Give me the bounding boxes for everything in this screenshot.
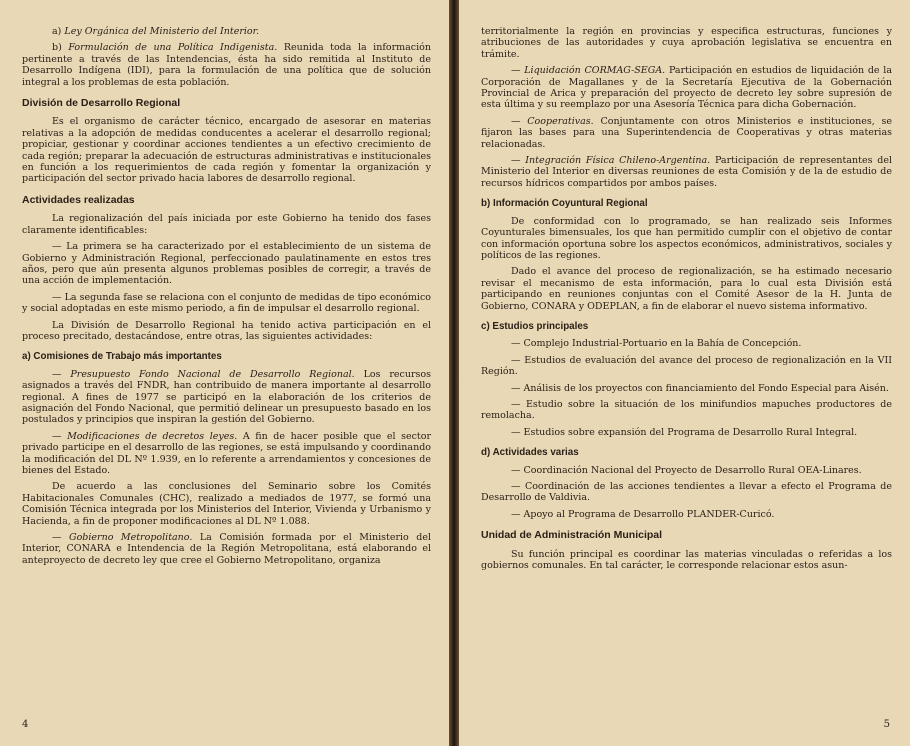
actividades-paragraph-2: — La primera se ha caracterizado por el establecimiento de un sistema de Gobierno y Administración Regional, perfeccionado paulatinamente en estos tres años, pero que aún presenta algunos problemas posibles de corregir, a través de una acción de implementación. xyxy=(22,241,431,287)
heading-estudios: c) Estudios principales xyxy=(481,320,589,332)
gobierno-title: — Gobierno Metropolitano. xyxy=(52,532,193,544)
heading-unidad: Unidad de Administración Municipal xyxy=(481,529,663,542)
cooperativas-title: — Cooperativas. xyxy=(511,115,594,127)
liquidacion-title: — Liquidación CORMAG-SEGA. xyxy=(511,65,666,77)
informacion-paragraph-2: Dado el avance del proceso de regionalización, se ha estimado necesario revisar el mecanismo de esta información, para lo cual esta División está participando en reuniones conjuntas con el Comité Asesor de la H. Junta de Gobierno, CONARA y ODEPLAN, a fin de elaborar el nuevo sistema informativo. xyxy=(481,266,892,312)
fndr-paragraph xyxy=(22,369,431,426)
liquidacion-text: Participación en estudios de liquidación de la Corporación de Magallanes y de la Secretaría Ejecutiva de la Gobernación Provincial de Arica y preparación del proyecto de decreto ley sobre supresión de esta última y su reemplazo por una Asesoría Técnica para dicha Gobernación. xyxy=(481,65,892,111)
right-page xyxy=(459,0,910,746)
modificaciones-text: A fin de hacer posible que el sector privado participe en el desarrollo de las regiones, se está impulsando y coordinando la modificación del DL Nº 1.939, en lo referente a arrendamientos y concesiones de bienes del Estado. xyxy=(22,430,431,476)
integracion-paragraph xyxy=(481,155,892,189)
integracion-title: — Integración Física Chileno-Argentina. xyxy=(511,155,711,167)
actividades-paragraph-4: La División de Desarrollo Regional ha tenido activa participación en el proceso precitado, destacándose, entre otras, las siguientes actividades: xyxy=(22,319,431,342)
item-b-letter: b) xyxy=(52,42,62,54)
item-a-letter: a) xyxy=(52,26,62,37)
varias-item-1: — Coordinación Nacional del Proyecto de Desarrollo Rural OEA-Linares. xyxy=(511,464,862,476)
heading-division: División de Desarrollo Regional xyxy=(22,97,181,110)
continuation-paragraph: territorialmente la región en provincias y especifica estructuras, funciones y atribuciones de las autoridades y cuya aprobación legislativa se encuentra en trámite. xyxy=(481,26,892,60)
fndr-title: — Presupuesto Fondo Nacional de Desarrollo Regional. xyxy=(52,368,355,380)
varias-item-2: — Coordinación de las acciones tendientes a llevar a efecto el Programa de Desarrollo de Valdivia. xyxy=(481,481,892,504)
heading-informacion: b) Información Coyuntural Regional xyxy=(481,198,648,210)
fndr-text: Los recursos asignados a través del FNDR, han contribuido de manera importante al desarrollo regional. A fines de 1977 se participó en la elaboración de los criterios de asignación del Fondo Nacional, que permitió delinear un presupuesto basado en los postulados y principios que inspiran la gestión del Gobierno. xyxy=(22,368,431,426)
heading-actividades: Actividades realizadas xyxy=(22,193,135,206)
unidad-paragraph: Su función principal es coordinar las materias vinculadas o referidas a los gobiernos comunales. En tal carácter, le corresponde relacionar estos asun- xyxy=(481,548,892,572)
heading-comisiones: a) Comisiones de Trabajo más importantes xyxy=(22,351,222,363)
item-a-text: Ley Orgánica del Ministerio del Interior. xyxy=(64,26,260,37)
estudio-item-2: — Estudios de evaluación del avance del proceso de regionalización en la VII Región. xyxy=(481,354,892,378)
modificaciones-paragraph xyxy=(22,431,431,477)
actividades-paragraph-3: — La segunda fase se relaciona con el conjunto de medidas de tipo económico y social adoptadas en este mismo periodo, a fin de impulsar el desarrollo regional. xyxy=(22,291,431,315)
chc-paragraph: De acuerdo a las conclusiones del Seminario sobre los Comités Habitacionales Comunales (CHC), realizado a mediados de 1977, se formó una Comisión Técnica integrada por los Ministerios del Interior, Vivienda y Urbanismo y Hacienda, a fin de proponer modificaciones al DL Nº 1.088. xyxy=(22,481,431,527)
informacion-paragraph-1: De conformidad con lo programado, se han realizado seis Informes Coyunturales bimensuales, los que han permitido cumplir con el objetivo de contar con información oportuna sobre los aspectos económicos, administrativos, sociales y políticos de las regiones. xyxy=(481,215,892,261)
integracion-text: Participación de representantes del Ministerio del Interior en diversas reuniones de esta Comisión y de la de estudio de recursos hídricos compartidos por ambos países. xyxy=(481,155,892,189)
modificaciones-title: — Modificaciones de decretos leyes. xyxy=(52,430,238,442)
page-number-left: 4 xyxy=(22,718,29,730)
cooperativas-paragraph xyxy=(481,116,892,150)
heading-varias: d) Actividades varias xyxy=(481,447,579,459)
gobierno-paragraph xyxy=(22,532,431,566)
actividades-paragraph-1: La regionalización del país iniciada por este Gobierno ha tenido dos fases claramente identificables: xyxy=(22,213,431,236)
estudio-item-5: — Estudios sobre expansión del Programa de Desarrollo Rural Integral. xyxy=(511,426,858,438)
estudio-item-1: — Complejo Industrial-Portuario en la Bahía de Concepción. xyxy=(511,338,802,350)
left-page xyxy=(0,0,449,746)
page-number-right: 5 xyxy=(883,718,890,730)
item-b-text: Reunida toda la información pertinente a través de las Intendencias, ésta ha sido remitida al Instituto de Desarrollo Indígena (IDI), para la formulación de una política que de solución integral a los problemas de esta población. xyxy=(22,42,431,88)
item-a xyxy=(22,26,431,37)
cooperativas-text: Conjuntamente con otros Ministerios e instituciones, se fijaron las bases para una Superintendencia de Cooperativas y otras materias relacionadas. xyxy=(481,115,892,150)
liquidacion-paragraph xyxy=(481,65,892,111)
gobierno-text: La Comisión formada por el Ministerio del Interior, CONARA e Intendencia de la Región Metropolitana, está elaborando el anteproyecto de decreto ley que cree el Gobierno Metropolitano, organiza xyxy=(22,532,431,566)
varias-item-3: — Apoyo al Programa de Desarrollo PLANDER-Curicó. xyxy=(511,508,775,520)
item-b-title: Formulación de una Política Indigenista. xyxy=(68,42,278,54)
estudio-item-3: — Análisis de los proyectos con financiamiento del Fondo Especial para Aisén. xyxy=(511,382,889,394)
item-b xyxy=(22,42,431,88)
division-paragraph: Es el organismo de carácter técnico, encargado de asesorar en materias relativas a la adopción de medidas conducentes a acelerar el desarrollo regional; propiciar, gestionar y coordinar acciones tendientes a un efectivo crecimiento de cada región; preparar la adecuación de estructuras administrativas e institucionales en función a los requerimientos de cada región y fomentar la organización y participación del sector privado hacia labores de desarrollo regional. xyxy=(22,116,431,185)
book-gutter xyxy=(449,0,459,746)
estudio-item-4: — Estudio sobre la situación de los minifundios mapuches productores de remolacha. xyxy=(481,398,892,422)
